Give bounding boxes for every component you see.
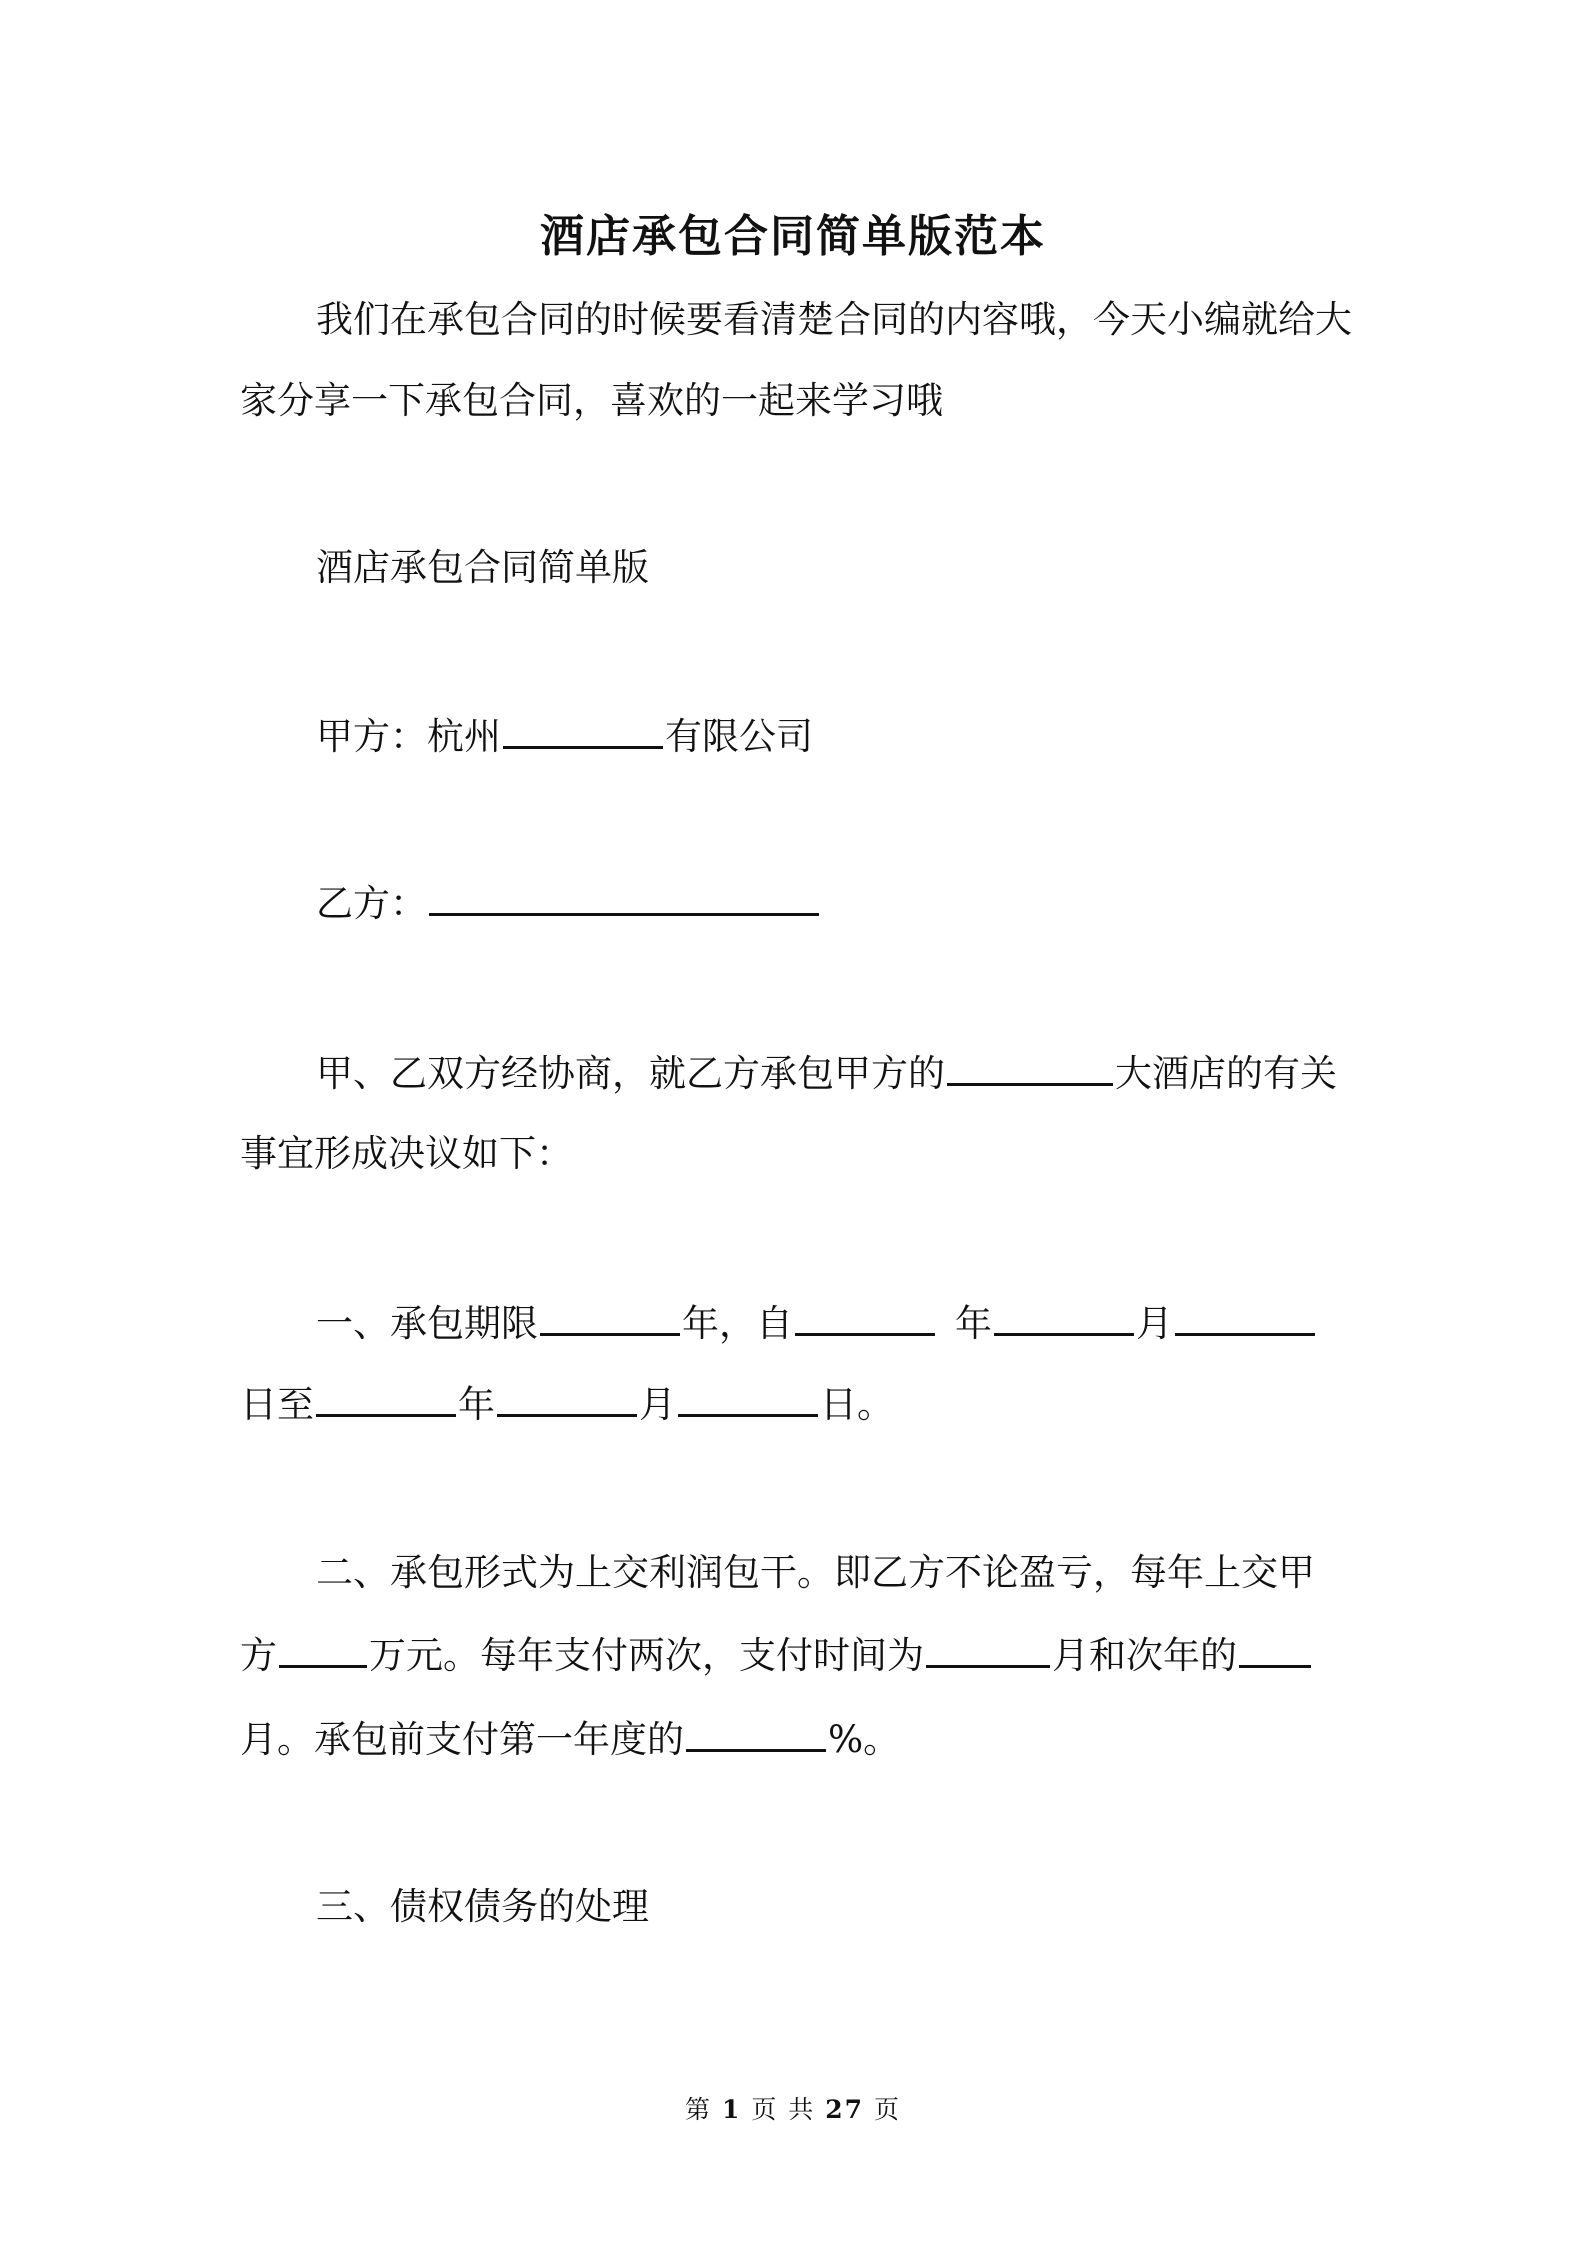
clause-3-heading: 三、债权债务的处理: [316, 1885, 649, 1928]
page-number: 1: [721, 2095, 742, 2124]
clause-1-line-1: [316, 1295, 1360, 1351]
party-b-line: [316, 875, 1360, 931]
start-day-blank[interactable]: [1175, 1295, 1315, 1336]
contract-subtitle: 酒店承包合同简单版: [316, 546, 649, 589]
clause-2-line-1: 二、承包形式为上交利润包干。即乙方不论盈亏，每年上交甲: [316, 1551, 1315, 1594]
document-title: 酒店承包合同简单版范本: [540, 211, 1046, 262]
clause-1-line-2: [240, 1376, 1360, 1432]
clause-2-percent: %。: [828, 1718, 901, 1761]
clause-1-end-day: 日。: [820, 1383, 894, 1426]
start-year-blank[interactable]: [795, 1295, 935, 1336]
footer-mid: 页 共: [751, 2095, 816, 2124]
party-b-label: 乙方：: [316, 882, 427, 925]
clause-2-payment-text: 万元。每年支付两次，支付时间为: [369, 1634, 924, 1677]
total-pages: 27: [825, 2095, 865, 2124]
clause-1-year-from: 年，自: [682, 1302, 793, 1345]
term-years-blank[interactable]: [540, 1295, 680, 1336]
party-a-suffix: 有限公司: [665, 715, 813, 758]
clause-2-party: 方: [240, 1634, 277, 1677]
page-footer: [0, 2090, 1586, 2126]
hotel-name-blank[interactable]: [947, 1045, 1113, 1086]
clause-2-line-3: [240, 1711, 1360, 1767]
party-a-label: 甲方：杭州: [316, 715, 501, 758]
agreement-suffix: 大酒店的有关: [1115, 1052, 1337, 1095]
agreement-line-2: 事宜形成决议如下：: [240, 1132, 573, 1175]
end-year-blank[interactable]: [316, 1376, 456, 1417]
party-a-line: [316, 708, 1360, 764]
clause-2-line-2: [240, 1627, 1360, 1683]
footer-prefix: 第: [685, 2095, 713, 2124]
intro-line-2: 家分享一下承包合同，喜欢的一起来学习哦: [240, 379, 943, 422]
party-b-blank[interactable]: [429, 875, 819, 916]
intro-line-1: 我们在承包合同的时候要看清楚合同的内容哦，今天小编就给大: [316, 298, 1352, 341]
clause-1-end-year: 年: [458, 1383, 495, 1426]
clause-1-end-month: 月: [639, 1383, 676, 1426]
clause-2-next-year: 月和次年的: [1052, 1634, 1237, 1677]
end-day-blank[interactable]: [678, 1376, 818, 1417]
next-year-month-blank[interactable]: [1239, 1627, 1311, 1668]
prepay-percent-blank[interactable]: [686, 1711, 826, 1752]
start-month-blank[interactable]: [994, 1295, 1134, 1336]
payment-month-blank[interactable]: [926, 1627, 1050, 1668]
clause-2-prepay-text: 月。承包前支付第一年度的: [240, 1718, 684, 1761]
clause-1-day-to: 日至: [240, 1383, 314, 1426]
agreement-line-1: [316, 1045, 1360, 1101]
clause-1-term-label: 一、承包期限: [316, 1302, 538, 1345]
agreement-prefix: 甲、乙双方经协商，就乙方承包甲方的: [316, 1052, 945, 1095]
clause-1-month: 月: [1136, 1302, 1173, 1345]
clause-1-year: 年: [955, 1302, 992, 1345]
end-month-blank[interactable]: [497, 1376, 637, 1417]
party-a-blank[interactable]: [503, 708, 663, 749]
footer-suffix: 页: [873, 2095, 901, 2124]
amount-blank[interactable]: [279, 1627, 367, 1668]
